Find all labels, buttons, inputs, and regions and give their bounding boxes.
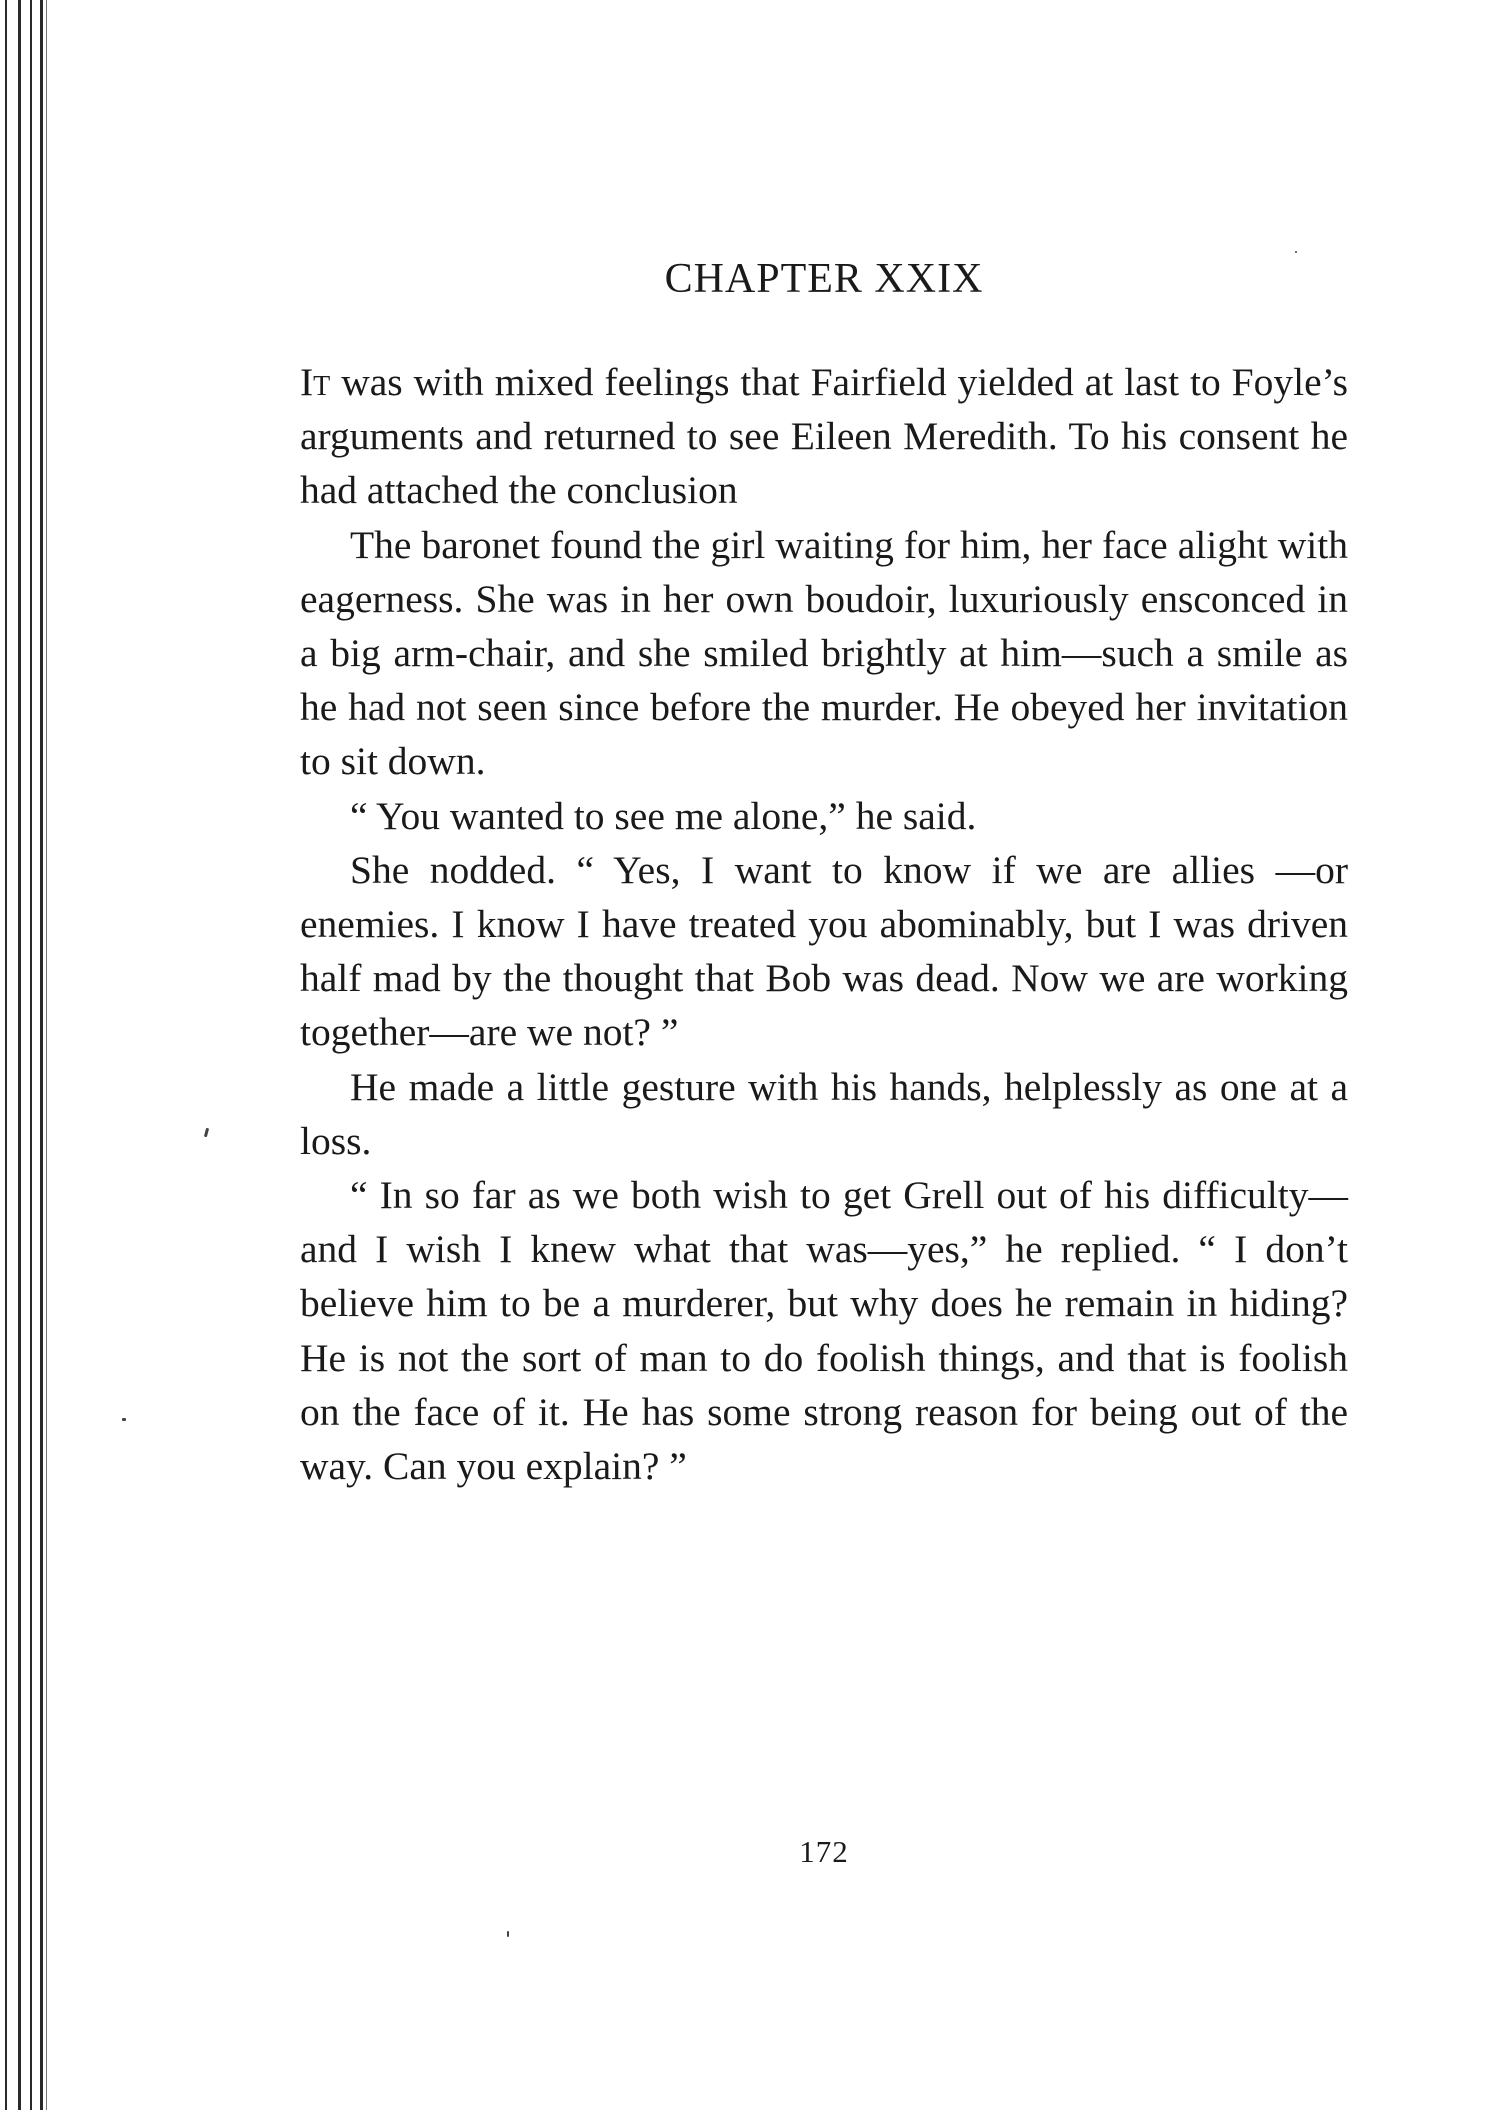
paragraph: She nodded. “ Yes, I want to know if we are allies —or enemies. I know I have treated you abominably, but I was driven half mad by the thought that Bob was dead. Now we are working together—are we not? ” — [300, 847, 1348, 1055]
binding-edge-line — [18, 0, 21, 2110]
binding-edge-line — [46, 0, 47, 2110]
paragraph-text: was with mixed feelings that Fairfield yielded at last to Foyle’s arguments and returned to see Eileen Meredith. To his consent he had attached the conclusion — [300, 360, 1348, 513]
body-text — [300, 355, 1348, 1493]
binding-edge-line — [30, 0, 32, 2110]
paragraph: The baronet found the girl waiting for him, her face alight with eagerness. She was in her own boudoir, luxuriously ensconced in a big arm-chair, and she smiled brightly at him—such a smile as he had not seen since before the murder. He obeyed her invitation to sit down. — [300, 522, 1348, 784]
paragraph: He made a little gesture with his hands, helplessly as one at a loss. — [300, 1064, 1348, 1163]
paragraph — [300, 355, 1348, 518]
paragraph: “ In so far as we both wish to get Grell out of his difficulty—and I wish I knew what that was—yes,” he replied. “ I don’t believe him to be a murderer, but why does he remain in hiding? He is not the sort of man to do foolish things, and that is foolish on the face of it. He has some strong reason for being out of the way. Can you explain? ” — [300, 1173, 1348, 1489]
binding-edge-line — [5, 0, 7, 2110]
book-page — [300, 255, 1348, 1493]
paragraph: “ You wanted to see me alone,” he said. — [350, 793, 977, 838]
paper-speck — [204, 1128, 209, 1137]
paper-speck — [122, 1418, 126, 1421]
paper-speck — [1295, 251, 1297, 253]
binding-edge-line — [40, 0, 43, 2110]
chapter-title: CHAPTER XXIX — [664, 256, 984, 302]
paper-speck — [507, 1931, 509, 1937]
opening-word: It — [300, 360, 331, 404]
page-number: 172 — [799, 1834, 849, 1869]
